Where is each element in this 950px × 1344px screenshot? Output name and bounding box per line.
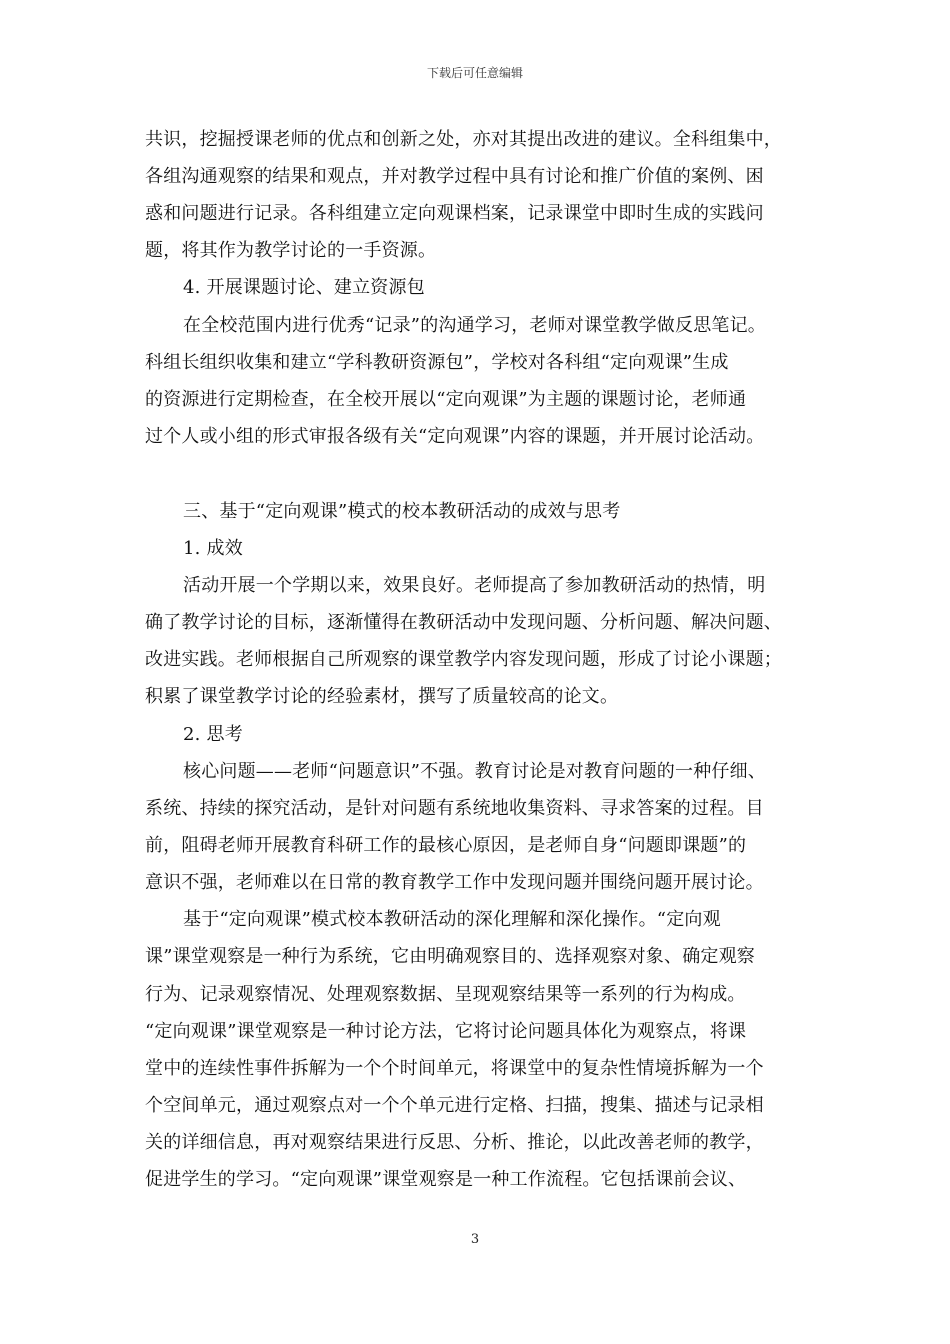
paragraph-line: 行为、记录观察情况、处理观察数据、呈现观察结果等一系列的行为构成。 bbox=[145, 984, 746, 1005]
page-number: 3 bbox=[470, 1232, 480, 1247]
chapter-heading: 三、基于“定向观课”模式的校本教研活动的成效与思考 bbox=[183, 501, 621, 522]
paragraph-line: 前，阻碍老师开展教育科研工作的最核心原因，是老师自身“问题即课题”的 bbox=[145, 835, 747, 856]
paragraph-line: 堂中的连续性事件拆解为一个个时间单元，将课堂中的复杂性情境拆解为一个 bbox=[145, 1058, 764, 1079]
paragraph-line: 系统、持续的探究活动，是针对问题有系统地收集资料、寻求答案的过程。目 bbox=[145, 798, 764, 819]
paragraph-line: 科组长组织收集和建立“学科教研资源包”，学校对各科组“定向观课”生成 bbox=[145, 352, 729, 373]
paragraph-line: “定向观课”课堂观察是一种讨论方法，它将讨论问题具体化为观察点，将课 bbox=[145, 1021, 747, 1042]
paragraph-line: 核心问题——老师“问题意识”不强。教育讨论是对教育问题的一种仔细、 bbox=[183, 761, 767, 782]
paragraph-line: 惑和问题进行记录。各科组建立定向观课档案，记录课堂中即时生成的实践问 bbox=[145, 203, 764, 224]
paragraph-line: 在全校范围内进行优秀“记录”的沟通学习，老师对课堂教学做反思笔记。 bbox=[183, 315, 767, 336]
paragraph-line: 个空间单元，通过观察点对一个个单元进行定格、扫描，搜集、描述与记录相 bbox=[145, 1095, 764, 1116]
paragraph-line: 积累了课堂教学讨论的经验素材，撰写了质量较高的论文。 bbox=[145, 686, 619, 707]
paragraph-line: 共识，挖掘授课老师的优点和创新之处，亦对其提出改进的建议。全科组集中， bbox=[145, 129, 782, 150]
paragraph-line: 课”课堂观察是一种行为系统，它由明确观察目的、选择观察对象、确定观察 bbox=[145, 946, 755, 967]
paragraph-line: 基于“定向观课”模式校本教研活动的深化理解和深化操作。“定向观 bbox=[183, 909, 721, 930]
section-heading: 2. 思考 bbox=[183, 724, 243, 745]
section-heading: 4. 开展课题讨论、建立资源包 bbox=[183, 277, 425, 298]
paragraph-line: 确了教学讨论的目标，逐渐懂得在教研活动中发现问题、分析问题、解决问题、 bbox=[145, 612, 782, 633]
paragraph-line: 关的详细信息，再对观察结果进行反思、分析、推论，以此改善老师的教学， bbox=[145, 1132, 764, 1153]
page-header: 下载后可任意编辑 bbox=[426, 66, 523, 80]
paragraph-line: 各组沟通观察的结果和观点，并对教学过程中具有讨论和推广价值的案例、困 bbox=[145, 166, 764, 187]
paragraph-line: 改进实践。老师根据自己所观察的课堂教学内容发现问题，形成了讨论小课题； bbox=[145, 649, 782, 670]
paragraph-line: 活动开展一个学期以来，效果良好。老师提高了参加教研活动的热情，明 bbox=[183, 575, 766, 596]
paragraph-line: 促进学生的学习。“定向观课”课堂观察是一种工作流程。它包括课前会议、 bbox=[145, 1169, 747, 1190]
paragraph-line: 过个人或小组的形式审报各级有关“定向观课”内容的课题，并开展讨论活动。 bbox=[145, 426, 765, 447]
section-heading: 1. 成效 bbox=[183, 538, 243, 559]
paragraph-line: 题，将其作为教学讨论的一手资源。 bbox=[145, 240, 437, 261]
paragraph-line: 意识不强，老师难以在日常的教育教学工作中发现问题并围绕问题开展讨论。 bbox=[145, 872, 764, 893]
paragraph-line: 的资源进行定期检查，在全校开展以“定向观课”为主题的课题讨论，老师通 bbox=[145, 389, 747, 410]
